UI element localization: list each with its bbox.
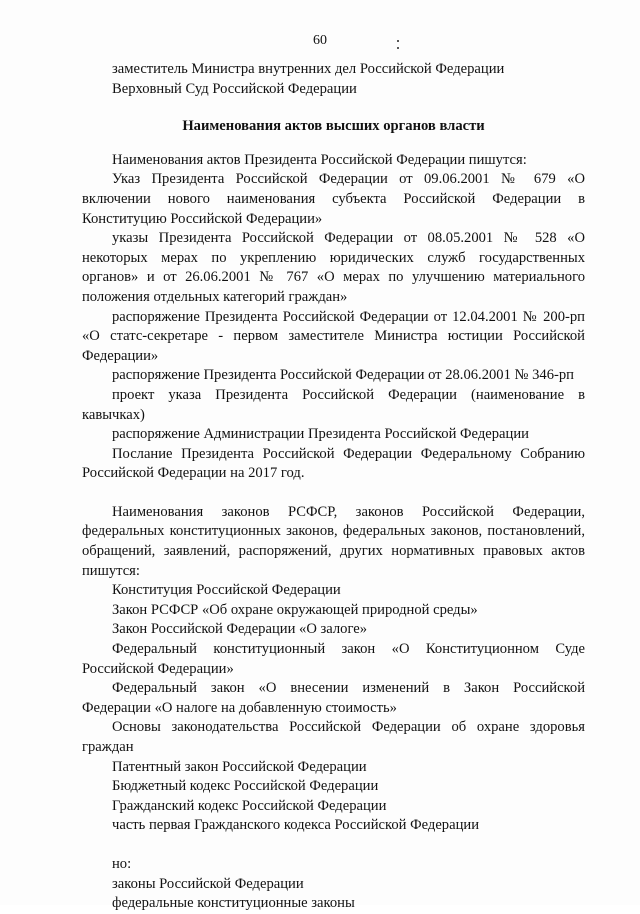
law-item: Закон РСФСР «Об охране окружающей природной среды» (112, 601, 478, 618)
president-act-item: Указ Президента Российской Федерации от 09.06.2001 № 679 «О включении нового наименования субъекта Российской Федерации в Конституцию Российской Федерации» (82, 171, 585, 227)
but-item: законы Российской Федерации (112, 875, 304, 892)
president-act-item: проект указа Президента Российской Федерации (наименование в кавычках) (82, 386, 585, 423)
law-item: Закон Российской Федерации «О залоге» (112, 621, 368, 638)
intro-line: заместитель Министра внутренних дел Российской Федерации (112, 61, 505, 77)
document-body (82, 60, 585, 914)
president-act-item: распоряжение Президента Российской Федерации от 12.04.2001 № 200-рп «О статс-секретаре - первом заместителе Министра юстиции Российской Федерации» (82, 308, 585, 364)
laws-lead: Наименования законов РСФСР, законов Российской Федерации, федеральных конституционных законов, федеральных законов, постановлений, обращений, заявлений, распоряжений, других нормативных правовых актов пишутся: (82, 503, 585, 579)
intro-line: Верховный Суд Российской Федерации (112, 80, 357, 97)
scan-speck (397, 47, 399, 49)
law-item: часть первая Гражданского кодекса Российской Федерации (112, 817, 480, 834)
law-item: Федеральный закон «О внесении изменений в Закон Российской Федерации «О налоге на добавленную стоимость» (82, 680, 585, 716)
but-label: но: (112, 855, 132, 872)
law-item: Конституция Российской Федерации (112, 582, 341, 599)
section-heading: Наименования актов высших органов власти (182, 118, 485, 135)
paragraph-gap (82, 836, 585, 855)
paragraph-gap (82, 484, 585, 503)
page-number: 60 (313, 33, 327, 48)
president-act-item: указы Президента Российской Федерации от 08.05.2001 № 528 «О некоторых мерах по укреплению юридических служб государственных органов» и от 26.06.2001 № 767 «О мерах по улучшению материального положения отдельных категорий граждан» (82, 230, 585, 305)
president-act-item: распоряжение Администрации Президента Российской Федерации (112, 426, 529, 443)
law-item: Бюджетный кодекс Российской Федерации (112, 778, 379, 795)
law-item: Патентный закон Российской Федерации (112, 758, 367, 775)
president-acts-lead: Наименования актов Президента Российской Федерации пишутся: (112, 151, 527, 168)
scan-speck (397, 40, 399, 42)
president-act-item: распоряжение Президента Российской Федерации от 28.06.2001 № 346-рп (112, 367, 574, 384)
law-item: Федеральный конституционный закон «О Конституционном Суде Российской Федерации» (82, 641, 585, 677)
president-act-item: Послание Президента Российской Федерации Федеральному Собранию Российской Федерации на 2017 год. (82, 445, 585, 482)
law-item: Гражданский кодекс Российской Федерации (112, 797, 387, 814)
law-item: Основы законодательства Российской Федерации об охране здоровья граждан (82, 719, 585, 755)
but-item: федеральные конституционные законы (112, 895, 355, 912)
